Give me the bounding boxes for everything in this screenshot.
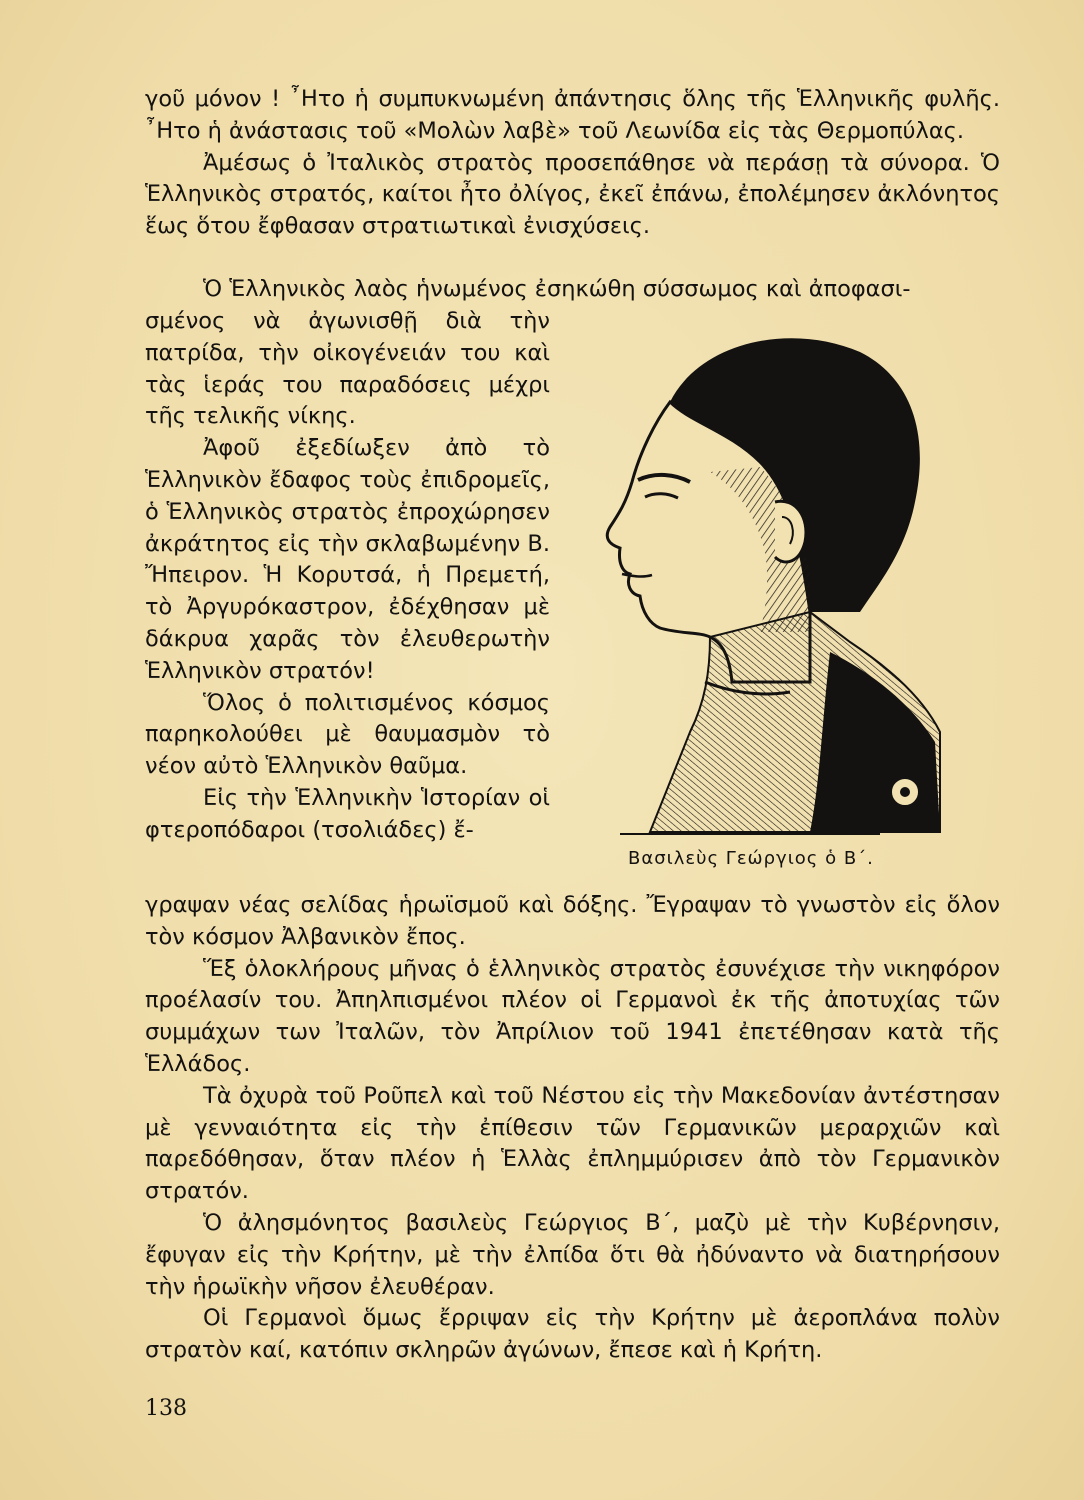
text-column-wrapped <box>145 306 550 847</box>
king-portrait-illustration <box>560 312 960 842</box>
paragraph: Ἀμέσως ὁ Ἰταλικὸς στρατὸς προσεπάθησε νὰ περάσῃ τὰ σύνορα. Ὁ Ἑλληνικὸς στρατός, καίτοι ἦτο ὀλίγος, ἐκεῖ ἐπάνω, ἐπολέμησεν ἀκλόνητος ἕως ὅτου ἔφθασαν στρατιωτικαὶ ἐνισχύσεις. <box>145 149 1000 240</box>
paragraph: Ἕξ ὁλοκλήρους μῆνας ὁ ἑλληνικὸς στρατὸς ἐσυνέχισε τὴν νικηφόρον προέλασίν του. Ἀπηλπισμένοι πλέον οἱ Γερμανοὶ ἐκ τῆς ἀποτυχίας τῶν συμμάχων των Ἰταλῶν, τὸν Ἀπρίλιον τοῦ 1941 ἐπετέθησαν κατὰ τῆς Ἑλλάδος. <box>145 955 1000 1077</box>
paragraph: Ὅλος ὁ πολιτισμένος κόσμος παρηκολούθει μὲ θαυμασμὸν τὸ νέον αὐτὸ Ἑλληνικὸν θαῦμα. <box>145 689 550 780</box>
paragraph: γοῦ μόνον ! ῏Ητο ἡ συμπυκνωμένη ἀπάντησις ὅλης τῆς Ἑλληνικῆς φυλῆς. ῏Ητο ἡ ἀνάστασις τοῦ «Μολὼν λαβὲ» τοῦ Λεωνίδα εἰς τὰς Θερμοπύλας. <box>145 86 1000 144</box>
paragraph: Ὁ ἀλησμόνητος βασιλεὺς Γεώργιος Β΄, μαζὺ μὲ τὴν Κυβέρνησιν, ἔφυγαν εἰς τὴν Κρήτην, μὲ τὴν ἐλπίδα ὅτι θὰ ἠδύναντο νὰ διατηρήσουν τὴν ἡρωϊκὴν νῆσον ἐλευθέραν. <box>145 1209 1000 1300</box>
text-block-bottom <box>145 890 1000 1367</box>
paragraph: Οἱ Γερμανοὶ ὅμως ἔρριψαν εἰς τὴν Κρήτην μὲ ἀεροπλάνα πολὺν στρατὸν καί, κατόπιν σκληρῶν ἀγώνων, ἔπεσε καὶ ἡ Κρήτη. <box>145 1305 1000 1364</box>
portrait-caption: Βασιλεὺς Γεώργιος ὁ Β΄. <box>628 848 874 869</box>
text-block-top <box>145 84 1000 243</box>
page-number: 138 <box>145 1396 187 1421</box>
paragraph-start: Ὁ Ἑλληνικὸς λαὸς ἡνωμένος ἐσηκώθη σύσσωμος καὶ ἀποφασι- <box>203 276 911 302</box>
paragraph: σμένος νὰ ἀγωνισθῇ διὰ τὴν πατρίδα, τὴν οἰκογένειάν του καὶ τὰς ἱεράς του παραδόσεις μέχρι τῆς τελικῆς νίκης. <box>145 308 550 430</box>
paragraph: γραψαν νέας σελίδας ἡρωϊσμοῦ καὶ δόξης. Ἔγραψαν τὸ γνωστὸν εἰς ὅλον τὸν κόσμον Ἀλβανικὸν ἔπος. <box>145 892 1000 950</box>
paragraph: Εἰς τὴν Ἑλληνικὴν Ἱστορίαν οἱ φτεροπόδαροι (τσολιάδες) ἔ- <box>145 784 550 843</box>
paragraph: Τὰ ὀχυρὰ τοῦ Ροῦπελ καὶ τοῦ Νέστου εἰς τὴν Μακεδονίαν ἀντέστησαν μὲ γενναιότητα εἰς τὴν ἐπίθεσιν τῶν Γερμανικῶν μεραρχιῶν καὶ παρεδόθησαν, ὅταν πλέον ἡ Ἑλλὰς ἐπλημμύρισεν ἀπὸ τὸν Γερμανικὸν στρατόν. <box>145 1082 1000 1205</box>
paragraph: Ἀφοῦ ἐξεδίωξεν ἀπὸ τὸ Ἑλληνικὸν ἔδαφος τοὺς ἐπιδρομεῖς, ὁ Ἑλληνικὸς στρατὸς ἐπροχώρησεν ἀκράτητος εἰς τὴν σκλαβωμένην Β. Ἤπειρον. Ἡ Κορυτσά, ἡ Πρεμετή, τὸ Ἀργυρόκαστρον, ἐδέχθησαν μὲ δάκρυα χαρᾶς τὸν ἐλευθερωτὴν Ἑλληνικὸν στρατόν! <box>145 435 550 684</box>
